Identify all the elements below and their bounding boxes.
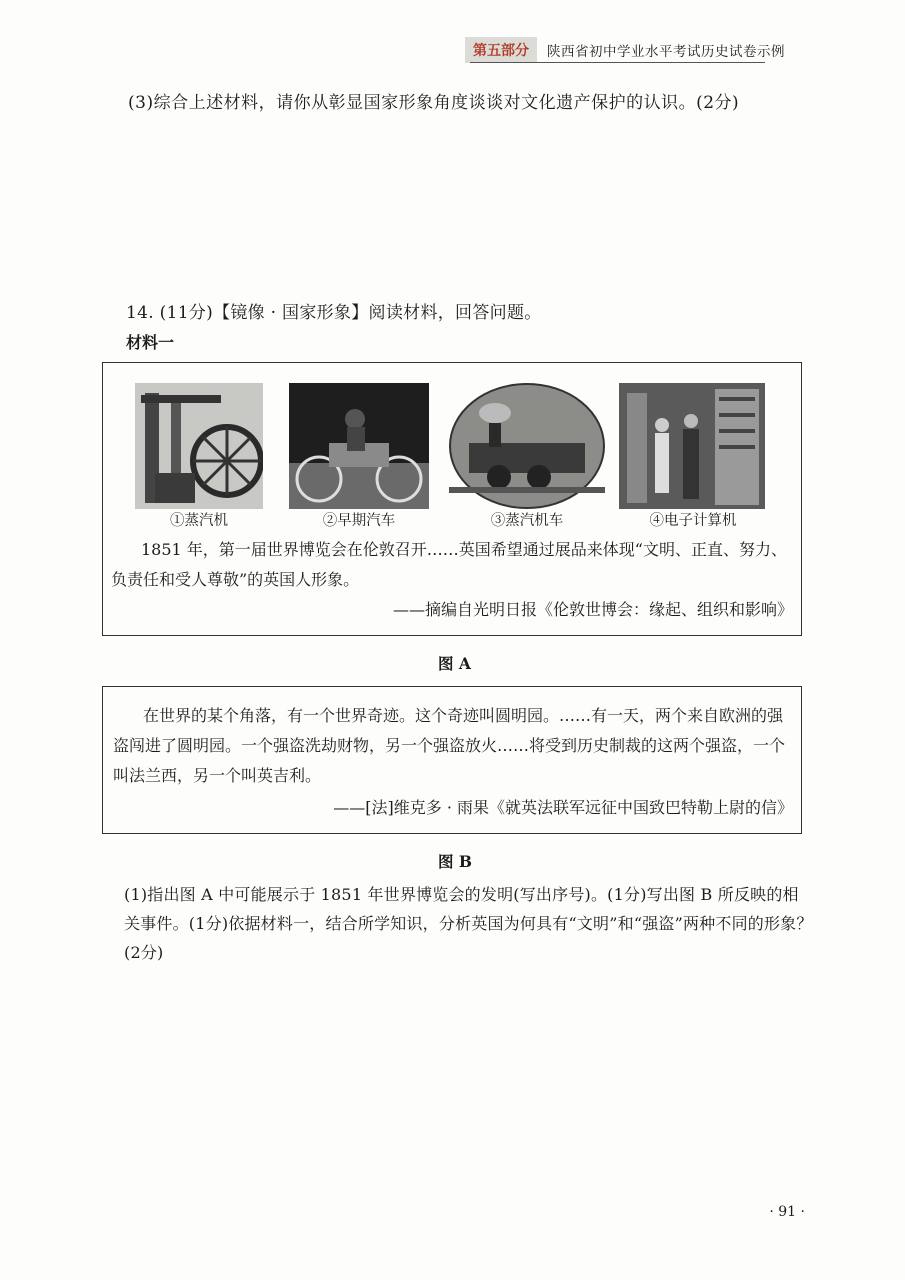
figure-a-box (102, 362, 802, 636)
sub-question-1: (1)指出图 A 中可能展示于 1851 年世界博览会的发明(写出序号)。(1分)写出图 B 所反映的相关事件。(1分)依据材料一，结合所学知识，分析英国为何具有“文明”和“强盗”两种不同的形象？(2分) (124, 885, 813, 962)
caption-computer: ④电子计算机 (649, 513, 737, 529)
question-3: (3)综合上述材料，请你从彰显国家形象角度谈谈对文化遗产保护的认识。(2分) (128, 93, 740, 113)
figure-b-source: ——[法]维克多 · 雨果《就英法联军远征中国致巴特勒上尉的信》 (333, 798, 793, 817)
steam-locomotive-image (449, 383, 605, 509)
figure-b-label: 图 B (438, 852, 472, 871)
figure-b-paragraph: 在世界的某个角落，有一个世界奇迹。这个奇迹叫圆明园。……有一天，两个来自欧洲的强盗闯进了圆明园。一个强盗洗劫财物，另一个强盗放火……将受到历史制裁的这两个强盗，一个叫法兰西，另一个叫英吉利。 (113, 706, 786, 785)
steam-engine-image (135, 383, 263, 509)
page-header (465, 38, 905, 62)
caption-early-car: ②早期汽车 (322, 513, 396, 529)
figure-a-paragraph: 1851 年，第一届世界博览会在伦敦召开……英国希望通过展品来体现“文明、正直、努力、负责任和受人尊敬”的英国人形象。 (111, 540, 787, 589)
header-divider (470, 62, 765, 63)
question-14-heading: 14. (11分)【镜像 · 国家形象】阅读材料，回答问题。 (126, 303, 542, 323)
page-number: · 91 · (769, 1204, 805, 1220)
caption-steam-engine: ①蒸汽机 (170, 513, 228, 529)
computer-image (619, 383, 765, 509)
figure-a-label: 图 A (438, 654, 471, 673)
section-badge: 第五部分 (465, 37, 537, 63)
figure-b-box (102, 686, 802, 834)
early-car-image (289, 383, 429, 509)
figure-a-source: ——摘编自光明日报《伦敦世博会：缘起、组织和影响》 (392, 600, 793, 619)
header-title: 陕西省初中学业水平考试历史试卷示例 (547, 44, 785, 60)
material-label: 材料一 (126, 333, 175, 352)
caption-steam-locomotive: ③蒸汽机车 (490, 513, 564, 529)
